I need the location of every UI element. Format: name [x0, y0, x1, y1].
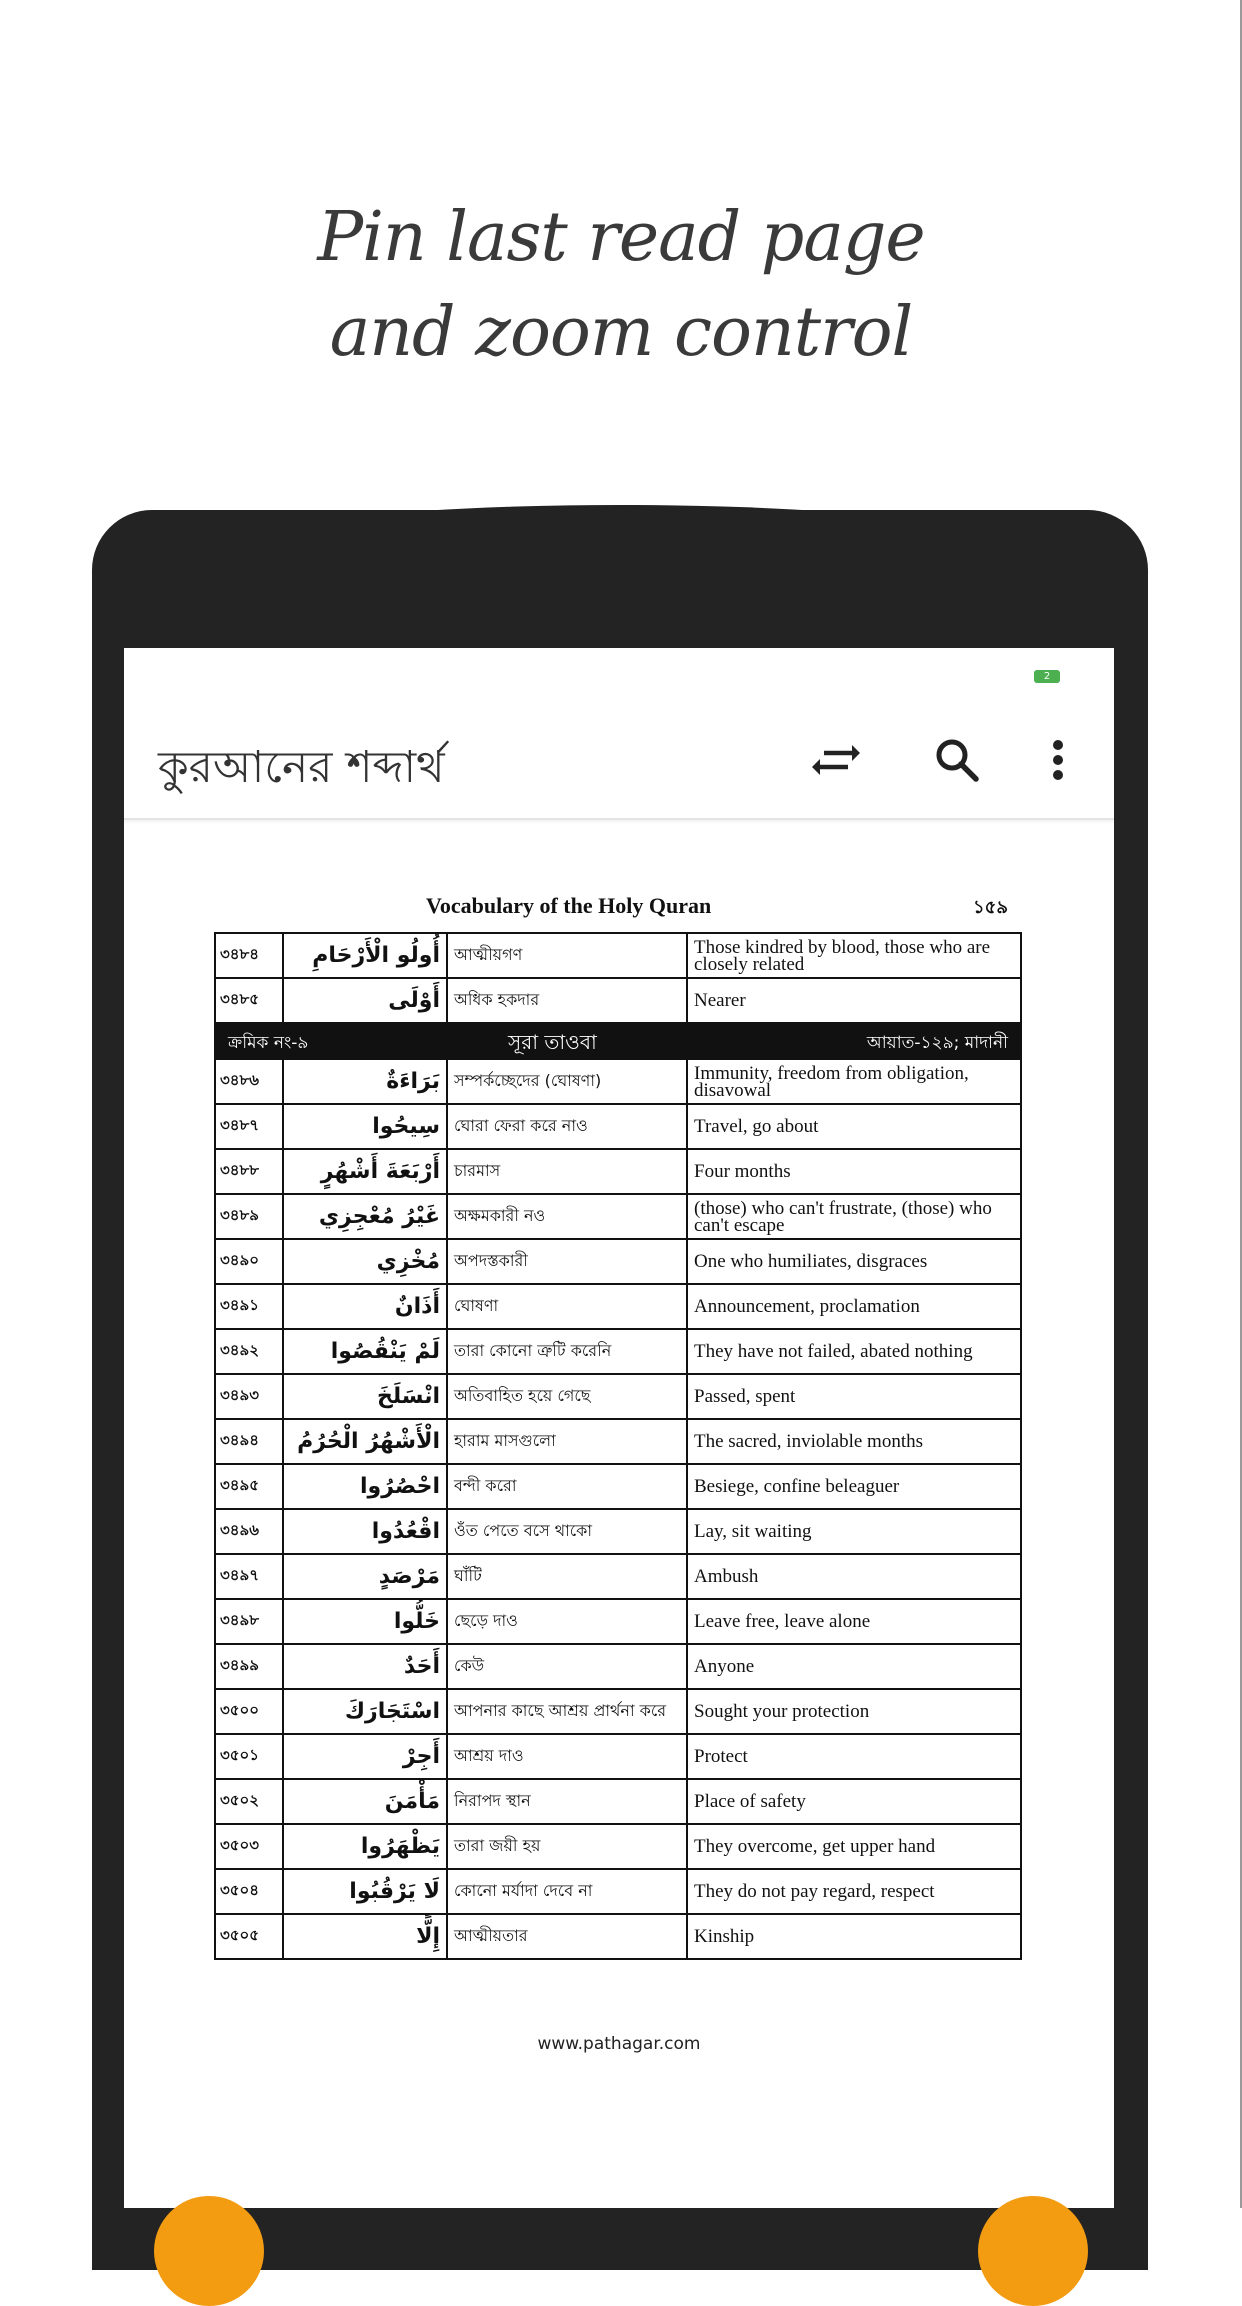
- arabic-word: أَحَدٌ: [283, 1644, 447, 1689]
- serial-number: ৩৪৯৩: [215, 1374, 283, 1419]
- bengali-meaning: ওঁত পেতে বসে থাকো: [447, 1509, 687, 1554]
- serial-number: ৩৪৮৯: [215, 1194, 283, 1239]
- app-bar: [124, 706, 1114, 820]
- phone-screen: [124, 648, 1114, 2208]
- table-row: [215, 1644, 1021, 1689]
- serial-number: ৩৪৯০: [215, 1239, 283, 1284]
- english-meaning: Announcement, proclamation: [687, 1284, 1021, 1329]
- table-row: [215, 1374, 1021, 1419]
- serial-number: ৩৫০০: [215, 1689, 283, 1734]
- bengali-meaning: তারা কোনো ত্রুটি করেনি: [447, 1329, 687, 1374]
- bengali-meaning: তারা জয়ী হয়: [447, 1824, 687, 1869]
- serial-number: ৩৪৮৬: [215, 1059, 283, 1104]
- bengali-meaning: কেউ: [447, 1644, 687, 1689]
- arabic-word: مَأْمَنَ: [283, 1779, 447, 1824]
- english-meaning: Anyone: [687, 1644, 1021, 1689]
- english-meaning: Sought your protection: [687, 1689, 1021, 1734]
- bengali-meaning: অধিক হকদার: [447, 978, 687, 1023]
- bengali-meaning: অপদস্তকারী: [447, 1239, 687, 1284]
- page-number: ১৫৯: [972, 897, 1008, 918]
- surah-section-cell: [215, 1023, 1021, 1059]
- bengali-meaning: অক্ষমকারী নও: [447, 1194, 687, 1239]
- table-row: [215, 1689, 1021, 1734]
- english-meaning: They overcome, get upper hand: [687, 1824, 1021, 1869]
- table-row: [215, 1734, 1021, 1779]
- serial-number: ৩৪৯১: [215, 1284, 283, 1329]
- arabic-word: أَجِرْ: [283, 1734, 447, 1779]
- battery-icon: 2: [1034, 670, 1060, 683]
- serial-number: ৩৫০২: [215, 1779, 283, 1824]
- table-row: [215, 1059, 1021, 1104]
- table-row: [215, 1284, 1021, 1329]
- arabic-word: لَمْ يَنْقُصُوا: [283, 1329, 447, 1374]
- source-url: www.pathagar.com: [537, 2034, 701, 2054]
- english-meaning: (those) who can't frustrate, (those) who can't escape: [687, 1194, 1021, 1239]
- next-page-button[interactable]: [978, 2196, 1088, 2306]
- arabic-word: الْأَشْهُرُ الْحُرُمُ: [283, 1419, 447, 1464]
- status-bar: [124, 648, 1114, 706]
- table-row: [215, 1824, 1021, 1869]
- table-row: [215, 978, 1021, 1023]
- serial-number: ৩৪৯৮: [215, 1599, 283, 1644]
- search-icon: [934, 737, 980, 783]
- english-meaning: They do not pay regard, respect: [687, 1869, 1021, 1914]
- table-row: [215, 933, 1021, 978]
- more-vertical-icon: [1051, 740, 1065, 780]
- table-row: [215, 1239, 1021, 1284]
- serial-number: ৩৪৯৭: [215, 1554, 283, 1599]
- english-meaning: Protect: [687, 1734, 1021, 1779]
- english-meaning: Nearer: [687, 978, 1021, 1023]
- document-page-header: [214, 893, 1014, 925]
- arabic-word: سِيحُوا: [283, 1104, 447, 1149]
- english-meaning: Leave free, leave alone: [687, 1599, 1021, 1644]
- overflow-menu-button[interactable]: [1038, 730, 1078, 790]
- surah-name: সূরা তাওবা: [508, 1030, 597, 1054]
- bengali-meaning: আপনার কাছে আশ্রয় প্রার্থনা করে: [447, 1689, 687, 1734]
- english-meaning: They have not failed, abated nothing: [687, 1329, 1021, 1374]
- verse-count: আয়াত-১২৯; মাদানী: [866, 1033, 1008, 1053]
- table-row: [215, 1914, 1021, 1959]
- headline-line-2: and zoom control: [329, 293, 913, 372]
- english-meaning: Besiege, confine beleaguer: [687, 1464, 1021, 1509]
- table-row: [215, 1869, 1021, 1914]
- arabic-word: يَظْهَرُوا: [283, 1824, 447, 1869]
- bengali-meaning: অতিবাহিত হয়ে গেছে: [447, 1374, 687, 1419]
- bengali-meaning: ঘাঁটি: [447, 1554, 687, 1599]
- previous-page-button[interactable]: [154, 2196, 264, 2306]
- surah-section-header: [215, 1023, 1021, 1059]
- arabic-word: انْسَلَخَ: [283, 1374, 447, 1419]
- headline-line-1: Pin last read page: [317, 198, 925, 277]
- english-meaning: Travel, go about: [687, 1104, 1021, 1149]
- table-row: [215, 1464, 1021, 1509]
- promo-headline: [0, 190, 1242, 380]
- table-row: [215, 1104, 1021, 1149]
- app-title: কুরআনের শব্দার্থ: [158, 742, 445, 793]
- bengali-meaning: কোনো মর্যাদা দেবে না: [447, 1869, 687, 1914]
- serial-number: ৩৪৯৫: [215, 1464, 283, 1509]
- serial-number: ৩৫০১: [215, 1734, 283, 1779]
- arabic-word: أَذَانٌ: [283, 1284, 447, 1329]
- arabic-word: غَيْرُ مُعْجِزِي: [283, 1194, 447, 1239]
- serial-number: ৩৪৮৪: [215, 933, 283, 978]
- vocabulary-table: [214, 932, 1022, 1960]
- bengali-meaning: নিরাপদ স্থান: [447, 1779, 687, 1824]
- english-meaning: Passed, spent: [687, 1374, 1021, 1419]
- serial-number: ৩৫০৪: [215, 1869, 283, 1914]
- serial-number: ৩৫০৫: [215, 1914, 283, 1959]
- english-meaning: Four months: [687, 1149, 1021, 1194]
- serial-number: ৩৪৮৮: [215, 1149, 283, 1194]
- arabic-word: إِلًّا: [283, 1914, 447, 1959]
- bengali-meaning: আত্মীয়তার: [447, 1914, 687, 1959]
- table-row: [215, 1149, 1021, 1194]
- section-serial: ক্রমিক নং-৯: [228, 1033, 309, 1053]
- serial-number: ৩৪৯৯: [215, 1644, 283, 1689]
- arabic-word: اقْعُدُوا: [283, 1509, 447, 1554]
- english-meaning: Lay, sit waiting: [687, 1509, 1021, 1554]
- table-row: [215, 1194, 1021, 1239]
- bengali-meaning: চারমাস: [447, 1149, 687, 1194]
- bengali-meaning: সম্পর্কচ্ছেদের (ঘোষণা): [447, 1059, 687, 1104]
- english-meaning: Immunity, freedom from obligation, disavowal: [687, 1059, 1021, 1104]
- serial-number: ৩৫০৩: [215, 1824, 283, 1869]
- arabic-word: مُخْزِي: [283, 1239, 447, 1284]
- english-meaning: Ambush: [687, 1554, 1021, 1599]
- arabic-word: مَرْصَدٍ: [283, 1554, 447, 1599]
- arabic-word: أُولُو الْأَرْحَامِ: [283, 933, 447, 978]
- english-meaning: Place of safety: [687, 1779, 1021, 1824]
- arabic-word: اسْتَجَارَكَ: [283, 1689, 447, 1734]
- bengali-meaning: ঘোরা ফেরা করে নাও: [447, 1104, 687, 1149]
- table-row: [215, 1419, 1021, 1464]
- table-row: [215, 1554, 1021, 1599]
- arabic-word: لَا يَرْقُبُوا: [283, 1869, 447, 1914]
- serial-number: ৩৪৮৫: [215, 978, 283, 1023]
- arabic-word: خَلُّوا: [283, 1599, 447, 1644]
- bengali-meaning: আশ্রয় দাও: [447, 1734, 687, 1779]
- table-row: [215, 1329, 1021, 1374]
- arabic-word: احْصُرُوا: [283, 1464, 447, 1509]
- swap-button[interactable]: [806, 730, 866, 790]
- arabic-word: أَرْبَعَةَ أَشْهُرٍ: [283, 1149, 447, 1194]
- english-meaning: Those kindred by blood, those who are closely related: [687, 933, 1021, 978]
- english-meaning: One who humiliates, disgraces: [687, 1239, 1021, 1284]
- bengali-meaning: ঘোষণা: [447, 1284, 687, 1329]
- serial-number: ৩৪৮৭: [215, 1104, 283, 1149]
- english-meaning: The sacred, inviolable months: [687, 1419, 1021, 1464]
- bengali-meaning: হারাম মাসগুলো: [447, 1419, 687, 1464]
- document-title: Vocabulary of the Holy Quran: [426, 893, 712, 918]
- search-button[interactable]: [927, 730, 987, 790]
- table-row: [215, 1509, 1021, 1554]
- serial-number: ৩৪৯২: [215, 1329, 283, 1374]
- table-row: [215, 1599, 1021, 1644]
- serial-number: ৩৪৯৬: [215, 1509, 283, 1554]
- english-meaning: Kinship: [687, 1914, 1021, 1959]
- arabic-word: بَرَاءَةٌ: [283, 1059, 447, 1104]
- bengali-meaning: বন্দী করো: [447, 1464, 687, 1509]
- swap-arrows-icon: [812, 740, 860, 780]
- serial-number: ৩৪৯৪: [215, 1419, 283, 1464]
- table-row: [215, 1779, 1021, 1824]
- bengali-meaning: ছেড়ে দাও: [447, 1599, 687, 1644]
- bengali-meaning: আত্মীয়গণ: [447, 933, 687, 978]
- arabic-word: أَوْلَى: [283, 978, 447, 1023]
